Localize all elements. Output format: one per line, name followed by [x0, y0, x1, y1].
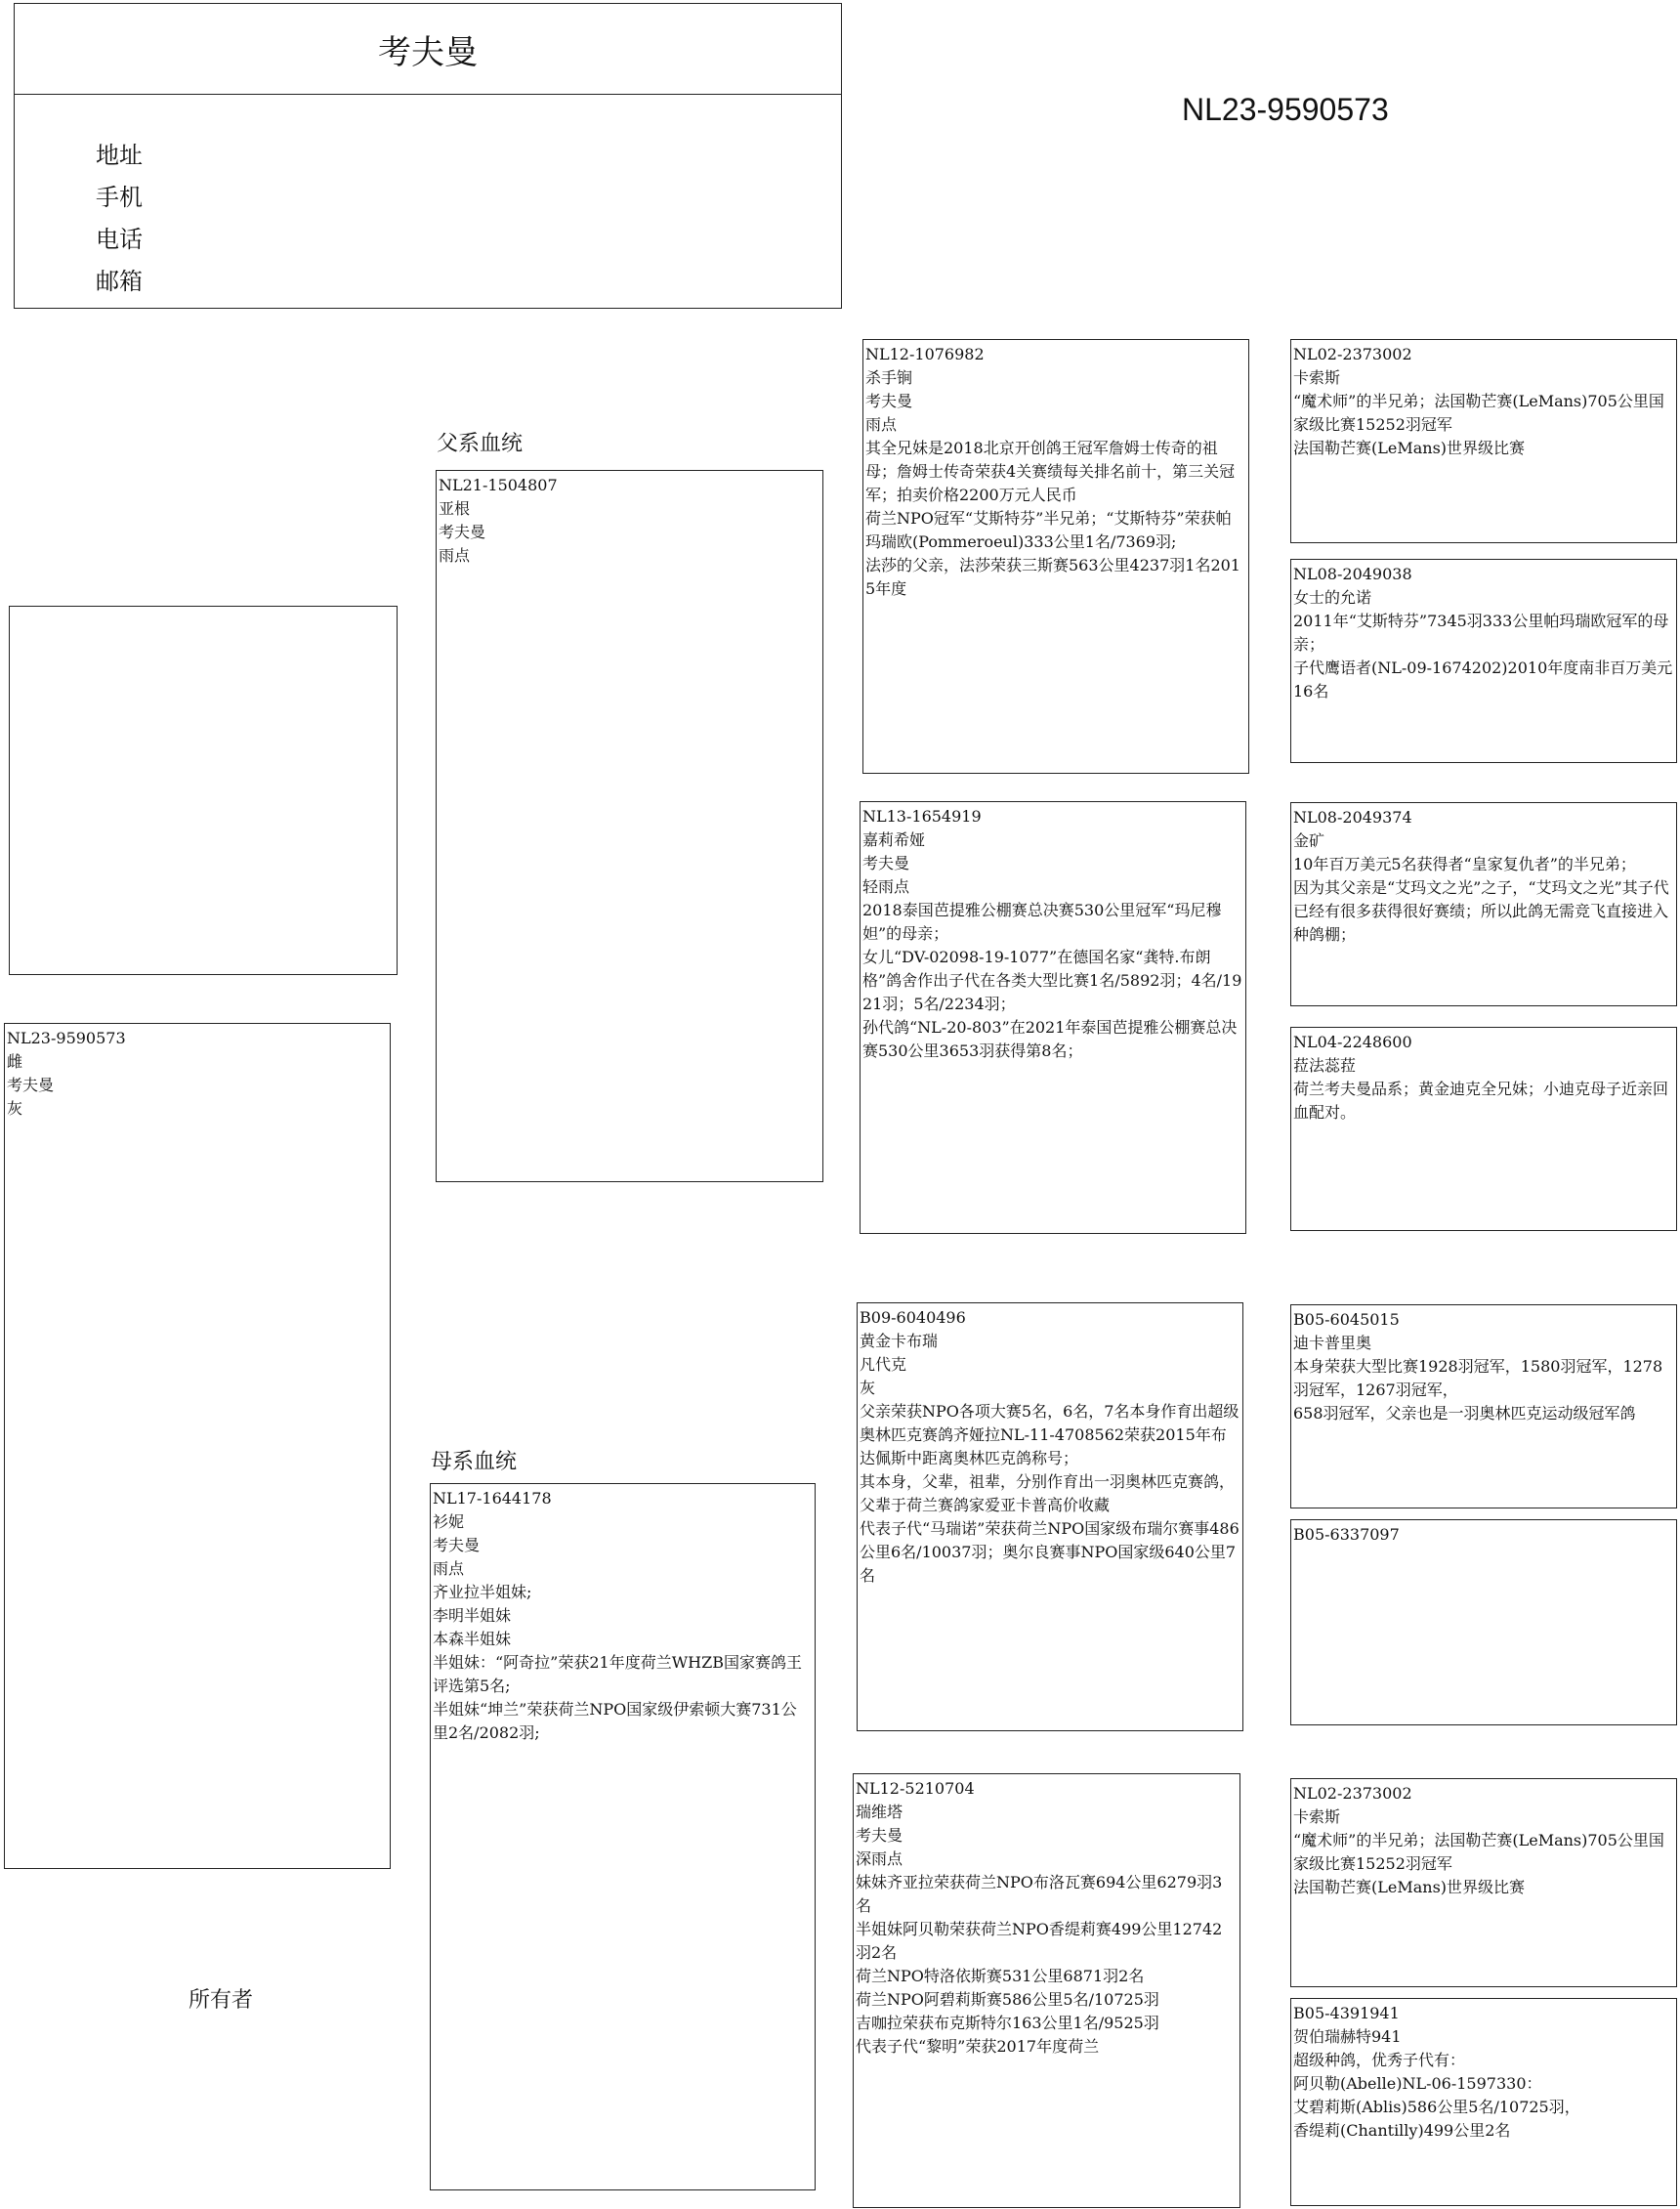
dam-card: [430, 1483, 816, 2190]
pedigree-line: 考夫曼: [439, 523, 486, 541]
pedigree-line: 考夫曼: [433, 1536, 481, 1554]
pedigree-line: 女士的允诺: [1293, 588, 1372, 607]
pedigree-line: 法国勒芒赛(LeMans)世界级比赛: [1293, 1878, 1526, 1896]
pedigree-line: 黄金卡布瑞: [860, 1332, 939, 1350]
ancestor-card-dsd: [1290, 1519, 1677, 1725]
pedigree-line: 菈法蕊菈: [1293, 1056, 1357, 1075]
pedigree-line: 李明半姐妹: [433, 1606, 512, 1625]
ring-id: B05-6337097: [1293, 1525, 1400, 1544]
pedigree-line: 妹妹齐亚拉荣获荷兰NPO布洛瓦赛694公里6279羽3名: [856, 1873, 1223, 1915]
pedigree-line: 亚根: [439, 499, 471, 518]
pedigree-line: 嘉莉希娅: [862, 830, 926, 849]
pedigree-line: 考夫曼: [7, 1076, 55, 1094]
pedigree-line: 因为其父亲是“艾玛文之光”之子，“艾玛文之光”其子代已经有很多获得很好赛绩；所以此鸽无需竞飞直接进入种鸽棚；: [1293, 878, 1669, 944]
pedigree-line: 荷兰NPO冠军“艾斯特芬”半兄弟；“艾斯特芬”荣获帕玛瑞欧(Pommeroeul)333公里1名/7369羽;: [865, 509, 1232, 551]
pedigree-line: 考夫曼: [862, 854, 910, 872]
pedigree-line: 吉咖拉荣获布克斯特尔163公里1名/9525羽: [856, 2014, 1159, 2032]
subject-pigeon-card: [4, 1023, 391, 1869]
contact-mobile-label: 手机: [96, 184, 143, 211]
pedigree-line: 贺伯瑞赫特941: [1293, 2027, 1402, 2046]
pedigree-line: 半姐妹：“阿奇拉”荣获21年度荷兰WHZB国家赛鸽王评选第5名;: [433, 1653, 802, 1695]
pedigree-line: 其本身，父辈，祖辈，分别作育出一羽奥林匹克赛鸽，父辈于荷兰赛鸽家爱亚卡普高价收藏: [860, 1472, 1236, 1514]
pedigree-line: 杀手锏: [865, 368, 913, 387]
pedigree-line: 孙代鸽“NL-20-803”在2021年泰国芭提雅公棚赛总决赛530公里3653羽获得第8名；: [862, 1018, 1238, 1060]
contact-address-label: 地址: [96, 142, 143, 169]
pedigree-line: 轻雨点: [862, 877, 910, 896]
ring-id: NL12-5210704: [856, 1779, 975, 1798]
ring-id: NL04-2248600: [1293, 1033, 1412, 1051]
pedigree-line: 雌: [7, 1052, 23, 1071]
ring-id: B05-6045015: [1293, 1310, 1400, 1329]
ring-id: NL08-2049038: [1293, 565, 1412, 583]
sire-line-label: 父系血统: [437, 432, 524, 456]
contact-email-label: 邮箱: [96, 268, 143, 295]
pedigree-line: 2018泰国芭提雅公棚赛总决赛530公里冠军“玛尼穆妲”的母亲；: [862, 901, 1222, 943]
ring-id: B09-6040496: [860, 1308, 966, 1327]
ancestor-card-dss: [1290, 1304, 1677, 1508]
ring-id: NL02-2373002: [1293, 1784, 1412, 1803]
pedigree-line: 代表子代“马瑞诺”荣获荷兰NPO国家级布瑞尔赛事486公里6名/10037羽；奥尔良赛事NPO国家级640公里7名: [860, 1519, 1239, 1585]
page-title: 考夫曼: [378, 33, 478, 72]
pedigree-line: 法莎的父亲，法莎荣获三斯赛563公里4237羽1名2015年度: [865, 556, 1240, 598]
header-divider: [15, 94, 841, 95]
pedigree-line: 凡代克: [860, 1355, 907, 1374]
pedigree-line: “魔术师”的半兄弟；法国勒芒赛(LeMans)705公里国家级比赛15252羽冠军: [1293, 392, 1664, 434]
pedigree-line: 子代鹰语者(NL-09-1674202)2010年度南非百万美元16名: [1293, 658, 1673, 701]
pedigree-line: 衫妮: [433, 1512, 465, 1531]
ring-id: NL08-2049374: [1293, 808, 1412, 827]
photo-placeholder: [9, 606, 398, 975]
ring-id: B05-4391941: [1293, 2004, 1400, 2022]
pedigree-line: 灰: [860, 1379, 876, 1397]
dam-line-label: 母系血统: [431, 1450, 518, 1474]
maternal-grandsire-card: [857, 1302, 1243, 1731]
ancestor-card-ssd: [1290, 559, 1677, 763]
pedigree-line: 灰: [7, 1099, 23, 1118]
pedigree-line: 超级种鸽，优秀子代有：: [1293, 2051, 1466, 2069]
pedigree-line: 金矿: [1293, 831, 1325, 850]
ring-id: NL02-2373002: [1293, 345, 1412, 363]
pedigree-line: 雨点: [433, 1559, 465, 1578]
ancestor-card-sss: [1290, 339, 1677, 543]
sire-card: [436, 470, 823, 1182]
pedigree-line: 本森半姐妹: [433, 1630, 512, 1648]
pedigree-line: 瑞维塔: [856, 1803, 903, 1821]
pedigree-line: 艾碧莉斯(Ablis)586公里5名/10725羽，: [1293, 2098, 1580, 2116]
pedigree-line: 父亲荣获NPO各项大赛5名，6名，7名本身作育出超级奥林匹克赛鸽齐娅拉NL-11-4708562荣获2015年布达佩斯中距离奥林匹克鸽称号；: [860, 1402, 1239, 1467]
pedigree-line: 阿贝勒(Abelle)NL-06-1597330：: [1293, 2074, 1542, 2093]
pedigree-line: 法国勒芒赛(LeMans)世界级比赛: [1293, 439, 1526, 457]
pedigree-line: 荷兰考夫曼品系；黄金迪克全兄妹；小迪克母子近亲回血配对。: [1293, 1080, 1669, 1122]
pedigree-line: 荷兰NPO阿碧莉斯赛586公里5名/10725羽: [856, 1990, 1159, 2009]
ancestor-card-sdd: [1290, 1027, 1677, 1231]
pedigree-line: 雨点: [439, 546, 471, 565]
pedigree-line: 其全兄妹是2018北京开创鸽王冠军詹姆士传奇的祖母；詹姆士传奇荣获4关赛绩每关排名前十，第三关冠军；拍卖价格2200万元人民币: [865, 439, 1236, 504]
ring-id: NL13-1654919: [862, 807, 982, 826]
pedigree-line: 658羽冠军，父亲也是一羽奥林匹克运动级冠军鸽: [1293, 1404, 1636, 1423]
ring-id: NL21-1504807: [439, 476, 558, 494]
pedigree-line: “魔术师”的半兄弟；法国勒芒赛(LeMans)705公里国家级比赛15252羽冠军: [1293, 1831, 1664, 1873]
pedigree-line: 卡索斯: [1293, 1807, 1341, 1826]
contact-phone-label: 电话: [96, 226, 143, 253]
pedigree-line: 迪卡普里奥: [1293, 1334, 1372, 1352]
ring-id: NL17-1644178: [433, 1489, 552, 1508]
ring-number: NL23-9590573: [1182, 92, 1389, 127]
pedigree-line: 雨点: [865, 415, 898, 434]
pedigree-line: 本身荣获大型比赛1928羽冠军，1580羽冠军，1278羽冠军，1267羽冠军，: [1293, 1357, 1663, 1399]
pedigree-line: 女儿“DV-02098-19-1077”在德国名家“龚特.布朗格”鸽舍作出子代在各类大型比赛1名/5892羽；4名/1921羽；5名/2234羽；: [862, 948, 1242, 1013]
ancestor-card-sds: [1290, 802, 1677, 1006]
pedigree-line: 2011年“艾斯特芬”7345羽333公里帕玛瑞欧冠军的母亲；: [1293, 612, 1669, 654]
pedigree-line: 卡索斯: [1293, 368, 1341, 387]
paternal-grandsire-card: [862, 339, 1249, 774]
pedigree-line: 荷兰NPO特洛依斯赛531公里6871羽2名: [856, 1967, 1145, 1985]
pedigree-line: 代表子代“黎明”荣获2017年度荷兰: [856, 2037, 1100, 2056]
ring-id: NL12-1076982: [865, 345, 985, 363]
pedigree-line: 考夫曼: [865, 392, 913, 410]
pedigree-line: 齐业拉半姐妹;: [433, 1583, 532, 1601]
ancestor-card-ddd: [1290, 1998, 1677, 2206]
pedigree-line: 10年百万美元5名获得者“皇家复仇者”的半兄弟；: [1293, 855, 1636, 873]
pedigree-line: 香缇莉(Chantilly)499公里2名: [1293, 2121, 1511, 2140]
pedigree-line: 半姐妹阿贝勒荣获荷兰NPO香缇莉赛499公里12742羽2名: [856, 1920, 1223, 1962]
owner-label: 所有者: [189, 1988, 254, 2013]
pedigree-line: 深雨点: [856, 1849, 903, 1868]
header-card: [14, 3, 842, 309]
ancestor-card-dds: [1290, 1778, 1677, 1987]
pedigree-line: 半姐妹“坤兰”荣获荷兰NPO国家级伊索顿大赛731公里2名/2082羽;: [433, 1700, 797, 1742]
ring-id: NL23-9590573: [7, 1029, 126, 1047]
pedigree-line: 考夫曼: [856, 1826, 903, 1845]
paternal-granddam-card: [860, 801, 1246, 1234]
maternal-granddam-card: [853, 1773, 1240, 2208]
